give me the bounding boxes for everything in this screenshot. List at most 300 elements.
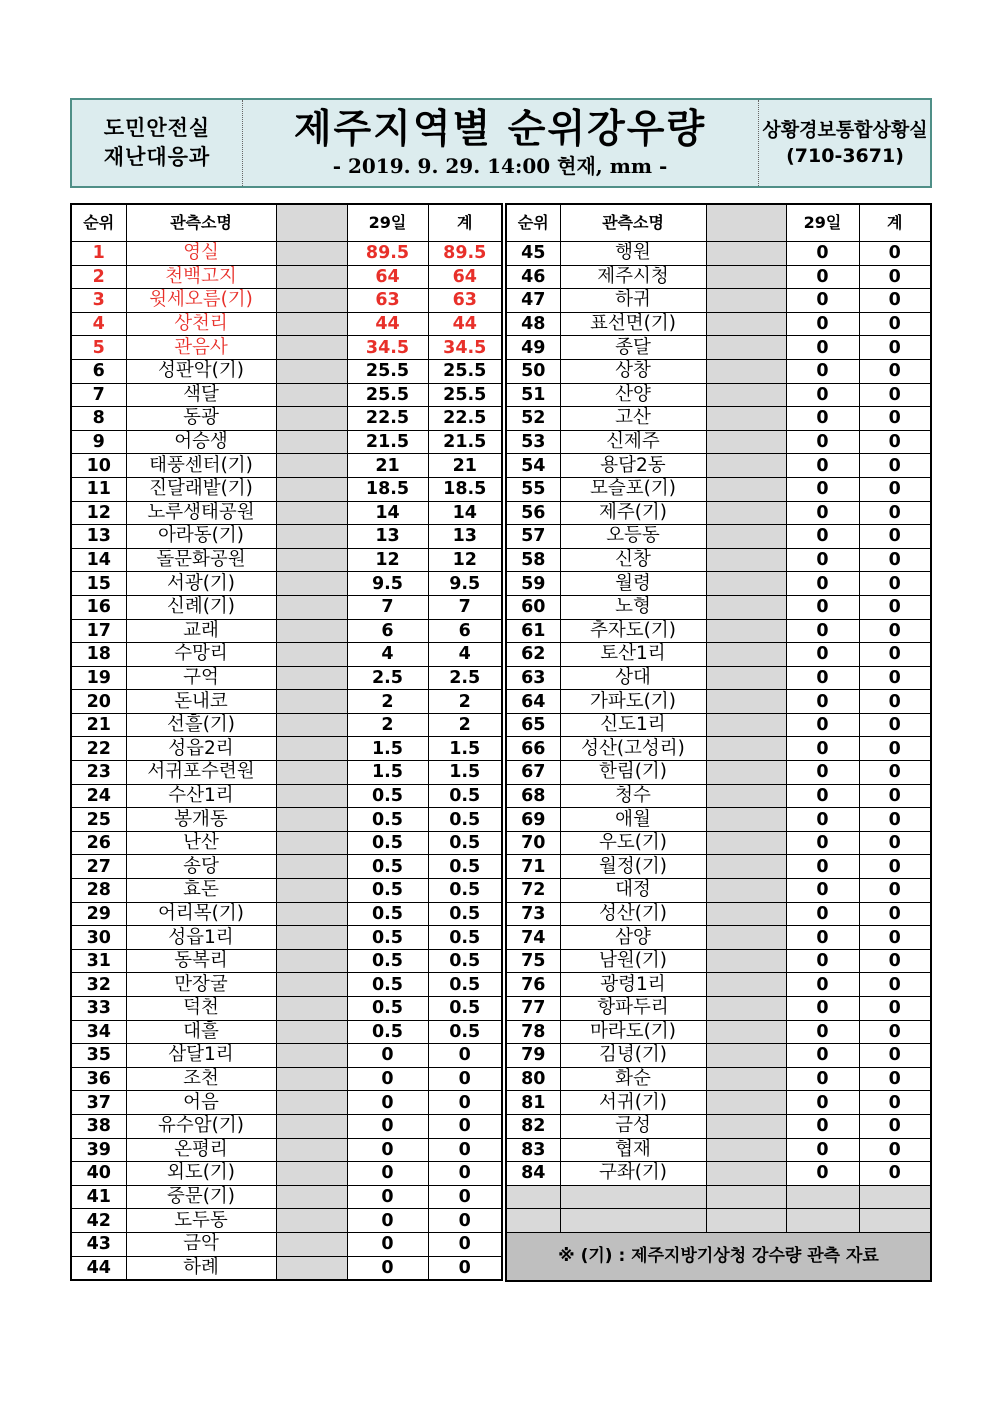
station-name-cell: 광령1리 <box>560 973 706 997</box>
blank-header <box>706 204 786 242</box>
day-rainfall-cell: 0 <box>786 359 859 383</box>
blank-cell <box>276 407 347 431</box>
day-rainfall-cell: 0.5 <box>347 784 428 808</box>
station-name-cell: 제주시청 <box>560 265 706 289</box>
rank-cell: 11 <box>71 477 126 501</box>
total-rainfall-cell: 0.5 <box>428 949 502 973</box>
table-row <box>71 1138 502 1162</box>
rank-cell: 62 <box>506 643 560 667</box>
rank-cell: 6 <box>71 359 126 383</box>
table-row <box>506 1162 931 1186</box>
table-row <box>506 1114 931 1138</box>
empty-cell <box>560 1185 706 1209</box>
day-rainfall-cell: 18.5 <box>347 477 428 501</box>
table-row <box>71 973 502 997</box>
total-rainfall-cell: 25.5 <box>428 383 502 407</box>
table-row <box>506 501 931 525</box>
total-rainfall-cell: 0 <box>859 879 931 903</box>
empty-cell <box>786 1209 859 1233</box>
station-name-cell: 삼달1리 <box>126 1044 276 1068</box>
day-rainfall-cell: 89.5 <box>347 242 428 266</box>
rank-cell: 32 <box>71 973 126 997</box>
total-rainfall-cell: 0 <box>859 1114 931 1138</box>
day-rainfall-cell: 44 <box>347 312 428 336</box>
total-rainfall-cell: 0.5 <box>428 831 502 855</box>
blank-cell <box>276 713 347 737</box>
blank-cell <box>706 643 786 667</box>
station-name-cell: 도두동 <box>126 1209 276 1233</box>
blank-cell <box>276 619 347 643</box>
rainfall-table-left <box>70 203 503 1281</box>
table-row <box>71 643 502 667</box>
rank-cell: 68 <box>506 784 560 808</box>
rank-cell: 30 <box>71 926 126 950</box>
rank-cell: 19 <box>71 666 126 690</box>
office-name: 상황경보통합상황실 <box>762 119 928 141</box>
table-row <box>71 1044 502 1068</box>
table-row <box>506 902 931 926</box>
blank-cell <box>276 1162 347 1186</box>
total-rainfall-cell: 0 <box>859 761 931 785</box>
day-rainfall-cell: 0 <box>786 926 859 950</box>
title-box <box>243 100 757 186</box>
day-rainfall-cell: 0 <box>786 1162 859 1186</box>
day-rainfall-cell: 25.5 <box>347 383 428 407</box>
station-name-cell: 온평리 <box>126 1138 276 1162</box>
day-rainfall-cell: 2 <box>347 690 428 714</box>
table-row <box>71 359 502 383</box>
total-rainfall-cell: 0 <box>428 1162 502 1186</box>
total-rainfall-cell: 0 <box>859 737 931 761</box>
table-row <box>506 831 931 855</box>
day-rainfall-cell: 0 <box>786 973 859 997</box>
day-rainfall-cell: 0 <box>786 265 859 289</box>
blank-cell <box>276 454 347 478</box>
total-rainfall-cell: 0 <box>428 1091 502 1115</box>
total-rainfall-cell: 0.5 <box>428 879 502 903</box>
day-rainfall-cell: 63 <box>347 289 428 313</box>
day-header: 29일 <box>347 204 428 242</box>
table-row <box>71 1162 502 1186</box>
total-rainfall-cell: 0 <box>859 525 931 549</box>
day-rainfall-cell: 0 <box>786 690 859 714</box>
table-row <box>71 666 502 690</box>
blank-cell <box>276 666 347 690</box>
total-rainfall-cell: 0 <box>859 336 931 360</box>
table-row <box>506 926 931 950</box>
station-name-cell: 대흘 <box>126 1020 276 1044</box>
day-rainfall-cell: 0 <box>347 1091 428 1115</box>
station-name-cell: 애월 <box>560 808 706 832</box>
table-row <box>71 713 502 737</box>
rank-cell: 17 <box>71 619 126 643</box>
total-rainfall-cell: 0 <box>859 949 931 973</box>
table-row <box>506 1044 931 1068</box>
rank-cell: 84 <box>506 1162 560 1186</box>
blank-cell <box>276 1185 347 1209</box>
total-rainfall-cell: 0 <box>859 289 931 313</box>
rank-cell: 81 <box>506 1091 560 1115</box>
total-rainfall-cell: 0 <box>859 359 931 383</box>
station-name-cell: 행원 <box>560 242 706 266</box>
blank-cell <box>276 761 347 785</box>
total-rainfall-cell: 0 <box>859 926 931 950</box>
table-row <box>71 1114 502 1138</box>
blank-cell <box>276 1209 347 1233</box>
blank-cell <box>276 1232 347 1256</box>
total-rainfall-cell: 21 <box>428 454 502 478</box>
day-rainfall-cell: 34.5 <box>347 336 428 360</box>
table-row <box>506 407 931 431</box>
rank-cell: 2 <box>71 265 126 289</box>
empty-cell <box>706 1185 786 1209</box>
total-rainfall-cell: 0.5 <box>428 926 502 950</box>
rank-cell: 23 <box>71 761 126 785</box>
rank-cell: 44 <box>71 1256 126 1280</box>
total-rainfall-cell: 0 <box>859 1138 931 1162</box>
day-rainfall-cell: 0 <box>347 1067 428 1091</box>
blank-cell <box>706 548 786 572</box>
day-rainfall-cell: 0 <box>786 572 859 596</box>
table-row <box>506 949 931 973</box>
rank-cell: 74 <box>506 926 560 950</box>
rank-cell: 46 <box>506 265 560 289</box>
rank-cell: 65 <box>506 713 560 737</box>
blank-cell <box>706 902 786 926</box>
day-rainfall-cell: 0 <box>347 1232 428 1256</box>
blank-cell <box>706 784 786 808</box>
total-rainfall-cell: 0 <box>859 713 931 737</box>
day-rainfall-cell: 0 <box>786 808 859 832</box>
station-name-cell: 구억 <box>126 666 276 690</box>
total-rainfall-cell: 0 <box>859 595 931 619</box>
station-name-cell: 화순 <box>560 1067 706 1091</box>
station-name-cell: 용담2동 <box>560 454 706 478</box>
rank-cell: 75 <box>506 949 560 973</box>
table-row <box>506 879 931 903</box>
blank-cell <box>276 242 347 266</box>
station-name-cell: 외도(기) <box>126 1162 276 1186</box>
total-rainfall-cell: 63 <box>428 289 502 313</box>
day-rainfall-cell: 0 <box>786 855 859 879</box>
rank-cell: 37 <box>71 1091 126 1115</box>
rank-cell: 20 <box>71 690 126 714</box>
total-rainfall-cell: 0 <box>859 1162 931 1186</box>
blank-cell <box>706 737 786 761</box>
blank-cell <box>276 430 347 454</box>
total-rainfall-cell: 0 <box>859 383 931 407</box>
station-name-cell: 오등동 <box>560 525 706 549</box>
total-rainfall-cell: 7 <box>428 595 502 619</box>
station-name-cell: 아라동(기) <box>126 525 276 549</box>
rank-cell: 40 <box>71 1162 126 1186</box>
station-name-cell: 수망리 <box>126 643 276 667</box>
contact-box <box>758 100 931 186</box>
table-row <box>506 1067 931 1091</box>
station-name-cell: 교래 <box>126 619 276 643</box>
total-rainfall-cell: 21.5 <box>428 430 502 454</box>
rank-cell: 29 <box>71 902 126 926</box>
station-name-cell: 우도(기) <box>560 831 706 855</box>
total-rainfall-cell: 22.5 <box>428 407 502 431</box>
blank-cell <box>276 643 347 667</box>
station-name-cell: 김녕(기) <box>560 1044 706 1068</box>
day-rainfall-cell: 0 <box>786 666 859 690</box>
station-name-cell: 봉개동 <box>126 808 276 832</box>
rank-cell: 57 <box>506 525 560 549</box>
station-name-cell: 항파두리 <box>560 997 706 1021</box>
station-name-cell: 성산(기) <box>560 902 706 926</box>
blank-cell <box>706 265 786 289</box>
blank-cell <box>706 1162 786 1186</box>
table-row <box>506 383 931 407</box>
blank-cell <box>706 1020 786 1044</box>
day-rainfall-cell: 25.5 <box>347 359 428 383</box>
rank-cell: 39 <box>71 1138 126 1162</box>
rank-cell: 28 <box>71 879 126 903</box>
station-name-cell: 협재 <box>560 1138 706 1162</box>
total-rainfall-cell: 2.5 <box>428 666 502 690</box>
table-row <box>71 761 502 785</box>
table-row <box>71 997 502 1021</box>
rank-cell: 66 <box>506 737 560 761</box>
table-row <box>71 831 502 855</box>
station-name-cell: 표선면(기) <box>560 312 706 336</box>
day-rainfall-cell: 0 <box>786 1044 859 1068</box>
station-name-cell: 제주(기) <box>560 501 706 525</box>
total-rainfall-cell: 0 <box>859 1067 931 1091</box>
station-name-cell: 고산 <box>560 407 706 431</box>
blank-cell <box>706 454 786 478</box>
day-rainfall-cell: 0 <box>786 525 859 549</box>
table-row <box>71 548 502 572</box>
station-name-cell: 노루생태공원 <box>126 501 276 525</box>
table-row <box>71 690 502 714</box>
rank-header: 순위 <box>506 204 560 242</box>
total-rainfall-cell: 2 <box>428 690 502 714</box>
table-row <box>71 1256 502 1280</box>
table-row <box>71 501 502 525</box>
table-header-row <box>71 204 502 242</box>
table-row <box>506 242 931 266</box>
station-name-cell: 마라도(기) <box>560 1020 706 1044</box>
station-name-cell: 조천 <box>126 1067 276 1091</box>
table-row <box>71 454 502 478</box>
station-name-cell: 관음사 <box>126 336 276 360</box>
station-name-cell: 수산1리 <box>126 784 276 808</box>
rank-cell: 14 <box>71 548 126 572</box>
note-row <box>506 1232 931 1281</box>
blank-cell <box>276 595 347 619</box>
table-row <box>71 808 502 832</box>
empty-cell <box>560 1209 706 1233</box>
station-name-cell: 진달래밭(기) <box>126 477 276 501</box>
blank-cell <box>706 407 786 431</box>
table-row <box>506 808 931 832</box>
blank-cell <box>706 619 786 643</box>
total-rainfall-cell: 1.5 <box>428 761 502 785</box>
total-rainfall-cell: 0 <box>859 690 931 714</box>
rank-cell: 73 <box>506 902 560 926</box>
rank-cell: 9 <box>71 430 126 454</box>
rank-cell: 47 <box>506 289 560 313</box>
station-name-cell: 돈내코 <box>126 690 276 714</box>
day-rainfall-cell: 0 <box>786 289 859 313</box>
day-rainfall-cell: 1.5 <box>347 737 428 761</box>
total-rainfall-cell: 0 <box>859 997 931 1021</box>
total-rainfall-cell: 0 <box>859 454 931 478</box>
rank-cell: 25 <box>71 808 126 832</box>
empty-cell <box>859 1209 931 1233</box>
empty-cell <box>506 1185 560 1209</box>
rank-cell: 5 <box>71 336 126 360</box>
day-rainfall-cell: 0 <box>347 1185 428 1209</box>
blank-cell <box>706 761 786 785</box>
rank-cell: 4 <box>71 312 126 336</box>
total-rainfall-cell: 1.5 <box>428 737 502 761</box>
day-rainfall-cell: 0.5 <box>347 1020 428 1044</box>
blank-cell <box>276 831 347 855</box>
station-name-cell: 하례 <box>126 1256 276 1280</box>
blank-cell <box>276 265 347 289</box>
total-rainfall-cell: 0 <box>859 430 931 454</box>
day-rainfall-cell: 0 <box>786 1138 859 1162</box>
blank-cell <box>276 501 347 525</box>
station-name-cell: 덕천 <box>126 997 276 1021</box>
total-rainfall-cell: 0 <box>859 643 931 667</box>
day-rainfall-cell: 0.5 <box>347 808 428 832</box>
station-name-cell: 월령 <box>560 572 706 596</box>
rank-cell: 10 <box>71 454 126 478</box>
rank-cell: 53 <box>506 430 560 454</box>
station-name-cell: 동광 <box>126 407 276 431</box>
rank-cell: 49 <box>506 336 560 360</box>
total-rainfall-cell: 0 <box>859 619 931 643</box>
table-row <box>506 289 931 313</box>
total-rainfall-cell: 25.5 <box>428 359 502 383</box>
station-name-cell: 중문(기) <box>126 1185 276 1209</box>
station-name-cell: 토산1리 <box>560 643 706 667</box>
day-rainfall-cell: 0 <box>786 1067 859 1091</box>
table-row <box>506 713 931 737</box>
station-name-cell: 유수암(기) <box>126 1114 276 1138</box>
blank-cell <box>706 289 786 313</box>
table-row <box>506 336 931 360</box>
blank-cell <box>706 383 786 407</box>
blank-cell <box>276 1138 347 1162</box>
blank-cell <box>276 289 347 313</box>
station-name-cell: 상창 <box>560 359 706 383</box>
total-rainfall-cell: 0 <box>428 1232 502 1256</box>
table-row <box>506 619 931 643</box>
table-header-row <box>506 204 931 242</box>
total-rainfall-cell: 0.5 <box>428 997 502 1021</box>
total-rainfall-cell: 0 <box>859 312 931 336</box>
rank-cell: 80 <box>506 1067 560 1091</box>
day-rainfall-cell: 0 <box>786 831 859 855</box>
station-name-cell: 어음 <box>126 1091 276 1115</box>
station-name-cell: 남원(기) <box>560 949 706 973</box>
rank-header: 순위 <box>71 204 126 242</box>
rank-cell: 59 <box>506 572 560 596</box>
department-line-2: 재난대응과 <box>103 145 211 169</box>
total-rainfall-cell: 0 <box>859 666 931 690</box>
table-row <box>506 477 931 501</box>
rank-cell: 8 <box>71 407 126 431</box>
day-rainfall-cell: 0 <box>786 949 859 973</box>
blank-cell <box>276 902 347 926</box>
day-rainfall-cell: 0 <box>347 1138 428 1162</box>
total-rainfall-cell: 0.5 <box>428 855 502 879</box>
day-rainfall-cell: 0.5 <box>347 879 428 903</box>
day-rainfall-cell: 0 <box>347 1256 428 1280</box>
day-rainfall-cell: 0 <box>786 879 859 903</box>
day-rainfall-cell: 2.5 <box>347 666 428 690</box>
day-header: 29일 <box>786 204 859 242</box>
department-box <box>72 100 243 186</box>
page-title: 제주지역별 순위강우량 <box>293 107 707 152</box>
blank-cell <box>276 383 347 407</box>
station-name-cell: 하귀 <box>560 289 706 313</box>
table-row <box>506 997 931 1021</box>
total-rainfall-cell: 18.5 <box>428 477 502 501</box>
rainfall-table-right <box>505 203 932 1282</box>
table-row <box>71 949 502 973</box>
rank-cell: 56 <box>506 501 560 525</box>
table-row <box>506 973 931 997</box>
day-rainfall-cell: 22.5 <box>347 407 428 431</box>
blank-header <box>276 204 347 242</box>
blank-cell <box>706 1138 786 1162</box>
phone-number: (710-3671) <box>786 145 904 167</box>
total-rainfall-cell: 0 <box>428 1185 502 1209</box>
table-row <box>506 666 931 690</box>
blank-cell <box>706 926 786 950</box>
blank-cell <box>276 548 347 572</box>
day-rainfall-cell: 0 <box>347 1162 428 1186</box>
rank-cell: 36 <box>71 1067 126 1091</box>
rank-cell: 69 <box>506 808 560 832</box>
rank-cell: 15 <box>71 572 126 596</box>
department-line-1: 도민안전실 <box>103 116 211 140</box>
blank-cell <box>276 525 347 549</box>
rank-cell: 82 <box>506 1114 560 1138</box>
total-rainfall-cell: 0.5 <box>428 784 502 808</box>
table-row <box>506 643 931 667</box>
blank-cell <box>276 1091 347 1115</box>
total-rainfall-cell: 0 <box>859 902 931 926</box>
table-row <box>506 1020 931 1044</box>
table-row <box>506 548 931 572</box>
table-row <box>71 477 502 501</box>
station-name-cell: 선흘(기) <box>126 713 276 737</box>
station-name-cell: 윗세오름(기) <box>126 289 276 313</box>
day-rainfall-cell: 4 <box>347 643 428 667</box>
blank-cell <box>276 690 347 714</box>
table-row <box>506 1138 931 1162</box>
day-rainfall-cell: 0 <box>786 737 859 761</box>
station-header: 관측소명 <box>126 204 276 242</box>
station-name-cell: 대정 <box>560 879 706 903</box>
source-note: ※ (기) : 제주지방기상청 강수량 관측 자료 <box>506 1232 931 1281</box>
total-rainfall-cell: 0 <box>428 1044 502 1068</box>
blank-cell <box>706 973 786 997</box>
total-rainfall-cell: 64 <box>428 265 502 289</box>
blank-cell <box>706 312 786 336</box>
blank-cell <box>276 879 347 903</box>
blank-cell <box>706 690 786 714</box>
station-name-cell: 서귀포수련원 <box>126 761 276 785</box>
